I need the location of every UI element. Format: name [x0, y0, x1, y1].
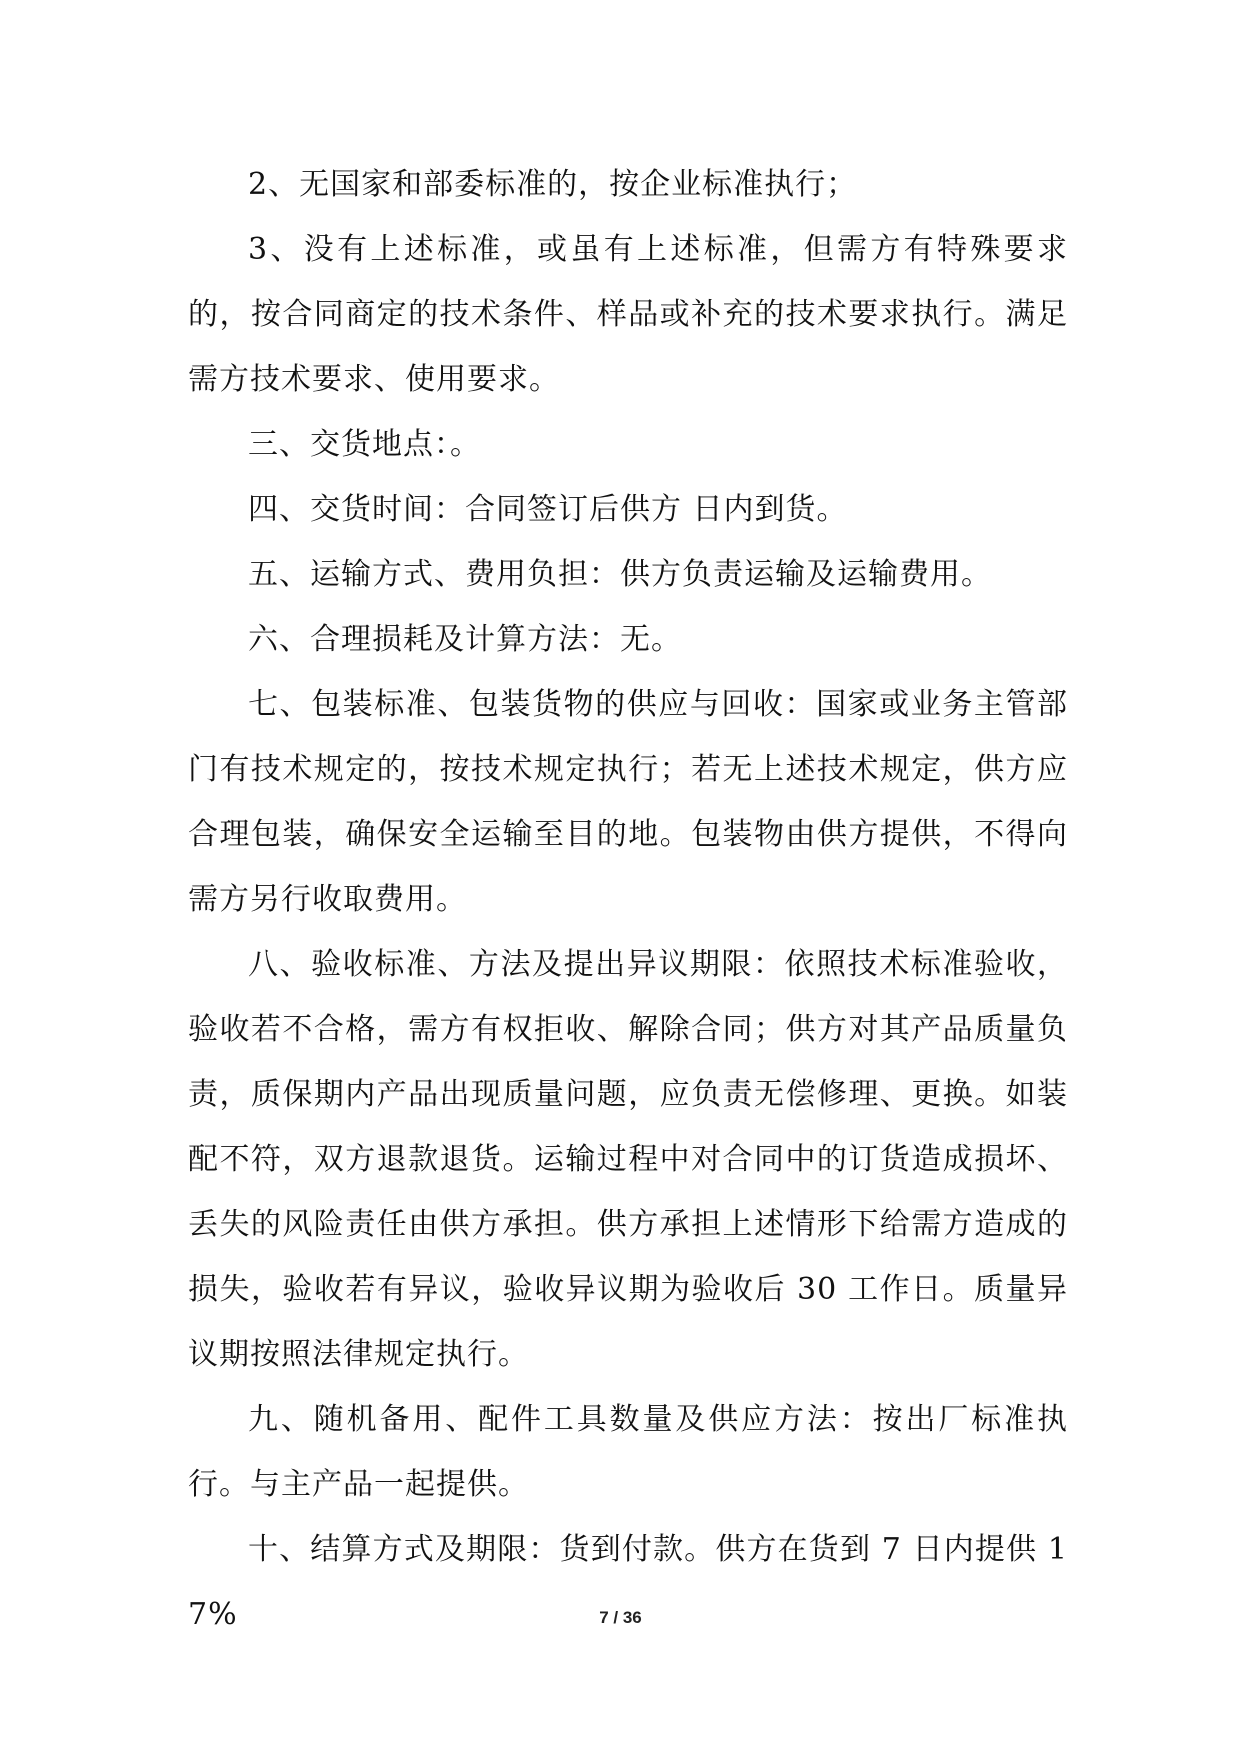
paragraph-delivery-location: 三、交货地点：。	[248, 427, 481, 462]
paragraph-settlement: 十、结算方式及期限：货到付款。供方在货到 7 日内提供 17%	[188, 1532, 1068, 1632]
paragraph-loss: 六、合理损耗及计算方法：无。	[248, 622, 682, 657]
page-number: 7 / 36	[599, 1608, 642, 1627]
paragraph-packaging: 七、包装标准、包装货物的供应与回收：国家或业务主管部门有技术规定的，按技术规定执行；若无上述技术规定，供方应合理包装，确保安全运输至目的地。包装物由供方提供，不得向需方另行收取费用。	[188, 687, 1068, 917]
paragraph-item-2: 2、无国家和部委标准的，按企业标准执行；	[248, 167, 858, 202]
paragraph-item-3: 3、没有上述标准，或虽有上述标准，但需方有特殊要求的，按合同商定的技术条件、样品或补充的技术要求执行。满足需方技术要求、使用要求。	[188, 232, 1068, 397]
paragraph-acceptance: 八、验收标准、方法及提出异议期限：依照技术标准验收，验收若不合格，需方有权拒收、解除合同；供方对其产品质量负责，质保期内产品出现质量问题，应负责无偿修理、更换。如装配不符，双方退款退货。运输过程中对合同中的订货造成损坏、丢失的风险责任由供方承担。供方承担上述情形下给需方造成的损失，验收若有异议，验收异议期为验收后 30 工作日。质量异议期按照法律规定执行。	[188, 947, 1068, 1372]
paragraph-transport: 五、运输方式、费用负担：供方负责运输及运输费用。	[248, 557, 992, 592]
document-body	[188, 152, 1068, 1647]
paragraph-delivery-time: 四、交货时间：合同签订后供方 日内到货。	[248, 492, 848, 527]
paragraph-spare-parts: 九、随机备用、配件工具数量及供应方法：按出厂标准执行。与主产品一起提供。	[188, 1402, 1068, 1502]
